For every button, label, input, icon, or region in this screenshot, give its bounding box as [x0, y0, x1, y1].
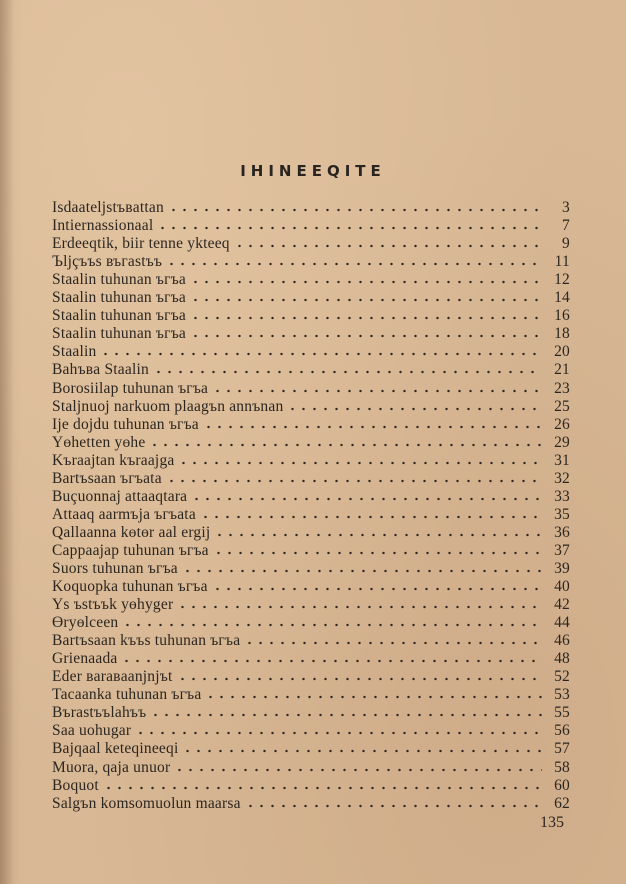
toc-entry-page: 48: [554, 650, 570, 668]
toc-entry-page: 21: [554, 361, 570, 379]
toc-entry-title: Өryөlceen: [52, 614, 119, 632]
toc-entry-page: 58: [554, 758, 570, 776]
toc-entry-title: Ъljçъъs въгastъъ: [52, 253, 163, 271]
toc-entry-title: Intiernassionaal: [52, 217, 154, 235]
toc-entry: [52, 469, 570, 487]
dot-leader: [191, 496, 542, 502]
toc-entry-title: Saa uohugar: [52, 722, 132, 740]
toc-entry-page: 42: [554, 596, 570, 614]
toc-entry: [52, 397, 570, 415]
toc-entry: [52, 378, 570, 396]
dot-leader: [244, 640, 542, 646]
toc-entry: [52, 776, 570, 794]
toc-entry: [52, 270, 570, 288]
dot-leader: [174, 767, 542, 773]
toc-entry: [52, 523, 570, 541]
toc-entry: [52, 703, 570, 721]
toc-entry-title: Borosiilap tuhunan ъгъa: [52, 379, 209, 397]
toc-entry: [52, 415, 570, 433]
toc-entry-title: Eder вaraвaanjnjъt: [52, 668, 173, 686]
toc-entry-page: 12: [554, 271, 570, 289]
toc-entry-title: Bъrastъъlahъъ: [52, 704, 147, 722]
toc-entry-title: Koquopka tuhunan ъгъa: [52, 578, 208, 596]
toc-entry-title: Bahъвa Staalin: [52, 361, 149, 379]
toc-entry-title: Suors tuhunan ъгъa: [52, 559, 178, 577]
toc-entry-page: 18: [554, 325, 570, 343]
toc-entry: [52, 757, 570, 775]
dot-leader: [178, 460, 542, 466]
toc-entry-title: Staljnuoj narkuom plaagъn annъnan: [52, 397, 284, 415]
dot-leader: [135, 730, 542, 736]
toc-entry-page: 40: [554, 578, 570, 596]
page-number: 135: [540, 814, 564, 831]
dot-leader: [177, 604, 542, 610]
toc-entry-title: Kъraajtan kъraajga: [52, 451, 175, 469]
dot-leader: [182, 748, 542, 754]
toc-entry-page: 9: [562, 235, 570, 253]
toc-entry-page: 20: [554, 343, 570, 361]
toc-entry-page: 35: [554, 505, 570, 523]
dot-leader: [166, 478, 542, 484]
toc-entry-page: 23: [554, 379, 570, 397]
toc-entry-page: 52: [554, 668, 570, 686]
toc-entry-title: Staalin tuhunan ъгъa: [52, 307, 187, 325]
toc-entry-title: Muora, qaja unuor: [52, 758, 171, 776]
toc-entry: [52, 487, 570, 505]
dot-leader: [190, 333, 542, 339]
toc-entry-title: Grienaada: [52, 650, 118, 668]
dot-leader: [190, 279, 542, 285]
toc-entry-title: Cappaajap tuhunan ъгъa: [52, 541, 209, 559]
toc-entry-page: 11: [554, 253, 570, 271]
dot-leader: [205, 694, 542, 700]
toc-entry: [52, 631, 570, 649]
toc-entry-title: Staalin: [52, 343, 97, 361]
toc-entry-title: Qallaanna kөtөr aal ergij: [52, 523, 211, 541]
toc-entry-title: Ys ъstъъk yөhyger: [52, 596, 174, 614]
toc-entry: [52, 794, 570, 812]
toc-entry: [52, 577, 570, 595]
dot-leader: [212, 586, 542, 592]
dot-leader: [100, 351, 542, 357]
dot-leader: [153, 369, 542, 375]
toc-entry-page: 14: [554, 289, 570, 307]
toc-entry-title: Bartъsaan ъгъata: [52, 469, 162, 487]
toc-entry-page: 7: [562, 217, 570, 235]
dot-leader: [287, 406, 542, 412]
dot-leader: [200, 514, 542, 520]
dot-leader: [234, 243, 542, 249]
toc-entry-title: Staalin tuhunan ъгъa: [52, 325, 187, 343]
toc-entry-page: 57: [554, 740, 570, 758]
toc-entry: [52, 234, 570, 252]
toc-entry: [52, 739, 570, 757]
toc-entry: [52, 198, 570, 216]
toc-entry: [52, 433, 570, 451]
toc-entry: [52, 685, 570, 703]
dot-leader: [190, 315, 542, 321]
toc-entry: [52, 216, 570, 234]
toc-entry: [52, 613, 570, 631]
toc-entry: [52, 505, 570, 523]
toc-entry-title: Ije dojdu tuhunan ъгъa: [52, 415, 199, 433]
dot-leader: [103, 785, 542, 791]
dot-leader: [166, 261, 542, 267]
toc-entry: [52, 306, 570, 324]
toc-entry-page: 46: [554, 632, 570, 650]
toc-entry-page: 62: [554, 794, 570, 812]
toc-entry-title: Isdaateljstъвattan: [52, 199, 164, 217]
toc-entry-title: Attaaq aarmъja ъгъata: [52, 505, 196, 523]
toc-entry: [52, 721, 570, 739]
dot-leader: [212, 388, 542, 394]
dot-leader: [149, 442, 542, 448]
toc-entry-title: Staalin tuhunan ъгъa: [52, 271, 187, 289]
toc-entry-page: 33: [554, 487, 570, 505]
toc-entry-page: 53: [554, 686, 570, 704]
toc-entry-title: Tacaanka tuhunan ъгъa: [52, 686, 202, 704]
toc-entry-page: 25: [554, 397, 570, 415]
toc-entry-title: Buçuonnaj attaaqtara: [52, 487, 188, 505]
toc-entry: [52, 667, 570, 685]
toc-entry-page: 60: [554, 776, 570, 794]
page-edge-shadow: [0, 0, 14, 884]
toc-entry: [52, 451, 570, 469]
toc-entry-page: 36: [554, 523, 570, 541]
dot-leader: [203, 424, 542, 430]
dot-leader: [182, 568, 542, 574]
dot-leader: [177, 676, 543, 682]
toc-entry: [52, 541, 570, 559]
toc-entry: [52, 324, 570, 342]
toc-entry-page: 32: [554, 469, 570, 487]
dot-leader: [157, 225, 542, 231]
toc-entry-title: Yөhetten yөhe: [52, 433, 146, 451]
toc-entry-page: 37: [554, 541, 570, 559]
toc-entry: [52, 342, 570, 360]
toc-entry: [52, 252, 570, 270]
toc-entry-title: Bartъsaan kъъs tuhunan ъгъa: [52, 632, 241, 650]
toc-entry-title: Staalin tuhunan ъгъa: [52, 289, 187, 307]
toc-entry-page: 3: [562, 199, 570, 217]
toc-entry-title: Bajqaal keteqineeqi: [52, 740, 179, 758]
toc-entry: [52, 559, 570, 577]
dot-leader: [190, 297, 542, 303]
toc-entry-page: 56: [554, 722, 570, 740]
toc-entry-page: 31: [554, 451, 570, 469]
toc-entry: [52, 288, 570, 306]
toc-entry-page: 55: [554, 704, 570, 722]
dot-leader: [168, 207, 542, 213]
toc-entry-page: 26: [554, 415, 570, 433]
dot-leader: [121, 658, 542, 664]
dot-leader: [214, 532, 542, 538]
toc-entry-page: 39: [554, 559, 570, 577]
table-of-contents: [52, 198, 570, 812]
dot-leader: [150, 712, 542, 718]
toc-entry-page: 44: [554, 614, 570, 632]
toc-entry-page: 29: [554, 433, 570, 451]
toc-entry: [52, 595, 570, 613]
toc-entry: [52, 360, 570, 378]
toc-entry: [52, 649, 570, 667]
dot-leader: [122, 622, 542, 628]
toc-entry-title: Erdeeqtik, biir tenne ykteeq: [52, 235, 230, 253]
dot-leader: [245, 803, 542, 809]
toc-entry-page: 16: [554, 307, 570, 325]
toc-entry-title: Salgъn komsomuolun maarsa: [52, 794, 241, 812]
dot-leader: [213, 550, 542, 556]
contents-heading: IHINEEQITE: [240, 162, 386, 180]
toc-entry-title: Boquot: [52, 776, 99, 794]
